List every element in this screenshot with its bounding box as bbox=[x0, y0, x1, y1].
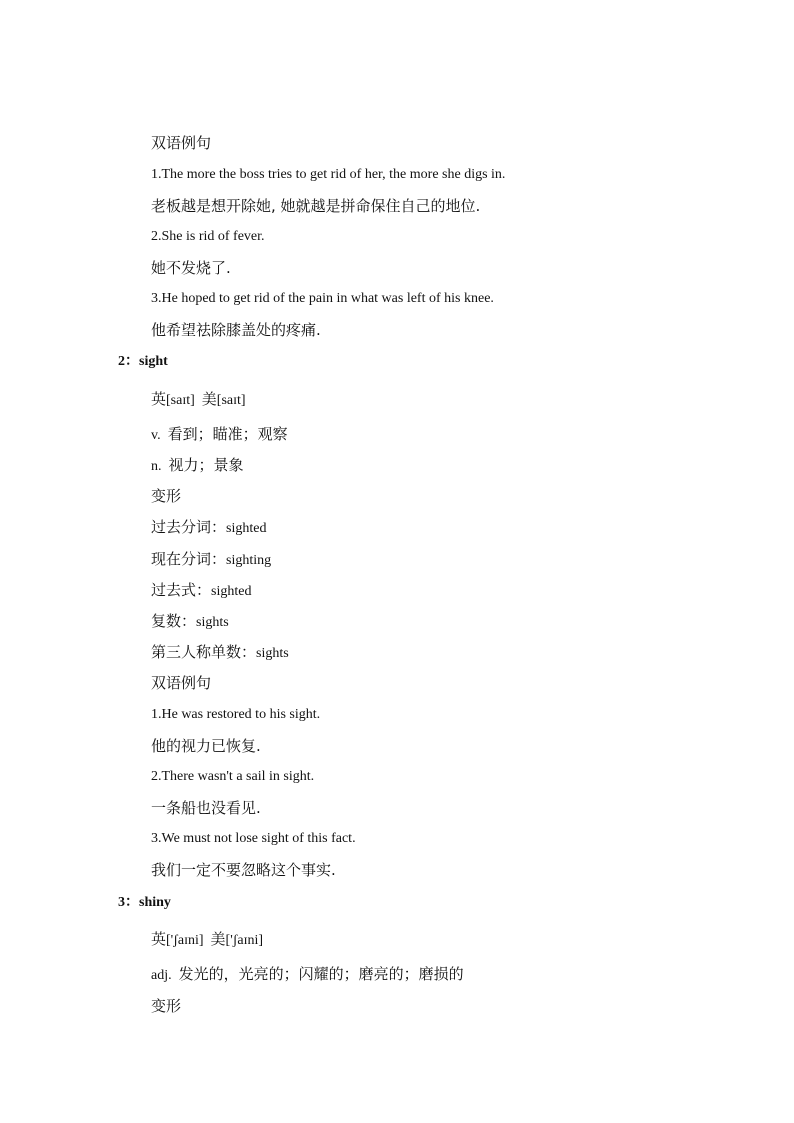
definition-text: 发光的，光亮的；闪耀的；磨亮的；磨损的 bbox=[178, 965, 464, 983]
forms-label: 变形 bbox=[151, 487, 182, 505]
word-number: 3： bbox=[118, 895, 139, 910]
definition-text: 视力；景象 bbox=[168, 456, 244, 474]
example-sentence-zh: 他的视力已恢复. bbox=[151, 737, 261, 755]
word-form-row bbox=[151, 549, 271, 571]
word-form-row bbox=[151, 580, 251, 602]
word-form-value: sighted bbox=[226, 521, 267, 536]
example-sentence-en: 1.The more the boss tries to get rid of her, the more she digs in. bbox=[151, 167, 506, 182]
word-form-row bbox=[151, 517, 266, 539]
pron-uk-label: 英 bbox=[151, 930, 167, 948]
pron-uk-label: 英 bbox=[151, 390, 167, 408]
word-form-label: 复数： bbox=[151, 612, 197, 630]
word-number: 2： bbox=[118, 354, 139, 369]
example-sentence-en: 3.He hoped to get rid of the pain in what was left of his knee. bbox=[151, 291, 494, 306]
word-form-value: sights bbox=[196, 615, 229, 630]
example-sentence-zh: 老板越是想开除她, 她就越是拼命保住自己的地位. bbox=[151, 197, 481, 215]
word-form-label: 过去分词： bbox=[151, 518, 227, 536]
word-title: sight bbox=[139, 354, 168, 369]
pronunciation bbox=[151, 929, 263, 951]
word-form-label: 第三人称单数： bbox=[151, 643, 257, 661]
example-sentence-zh: 他希望祛除膝盖处的疼痛. bbox=[151, 321, 321, 339]
example-sentence-en: 2.There wasn't a sail in sight. bbox=[151, 769, 315, 784]
pronunciation bbox=[151, 389, 246, 411]
examples-label: 双语例句 bbox=[151, 134, 212, 152]
example-sentence-en: 3.We must not lose sight of this fact. bbox=[151, 831, 356, 846]
part-of-speech: adj. bbox=[151, 968, 172, 983]
definition-row bbox=[151, 964, 464, 986]
example-sentence-en: 2.She is rid of fever. bbox=[151, 229, 265, 244]
examples-label: 双语例句 bbox=[151, 674, 212, 692]
word-heading bbox=[118, 352, 168, 372]
forms-label: 变形 bbox=[151, 997, 182, 1015]
definition-text: 看到；瞄准；观察 bbox=[167, 425, 288, 443]
pron-us: ['ʃaɪni] bbox=[225, 933, 264, 948]
part-of-speech: n. bbox=[151, 459, 162, 474]
word-heading bbox=[118, 893, 171, 913]
pron-us-label: 美 bbox=[210, 930, 226, 948]
pron-us-label: 美 bbox=[201, 390, 217, 408]
word-form-value: sighting bbox=[226, 553, 272, 568]
example-sentence-zh: 我们一定不要忽略这个事实. bbox=[151, 861, 336, 879]
word-form-value: sighted bbox=[211, 584, 252, 599]
pron-uk: ['ʃaɪni] bbox=[166, 933, 204, 948]
pron-uk: [saɪt] bbox=[166, 393, 195, 408]
example-sentence-en: 1.He was restored to his sight. bbox=[151, 707, 321, 722]
word-form-label: 现在分词： bbox=[151, 550, 227, 568]
pron-us: [saɪt] bbox=[216, 393, 246, 408]
example-sentence-zh: 一条船也没看见. bbox=[151, 799, 261, 817]
word-form-label: 过去式： bbox=[151, 581, 212, 599]
definition-row bbox=[151, 424, 288, 446]
word-form-value: sights bbox=[256, 646, 289, 661]
definition-row bbox=[151, 455, 244, 477]
example-sentence-zh: 她不发烧了. bbox=[151, 259, 231, 277]
word-title: shiny bbox=[139, 895, 171, 910]
word-form-row bbox=[151, 611, 229, 633]
word-form-row bbox=[151, 642, 289, 664]
part-of-speech: v. bbox=[151, 428, 161, 443]
